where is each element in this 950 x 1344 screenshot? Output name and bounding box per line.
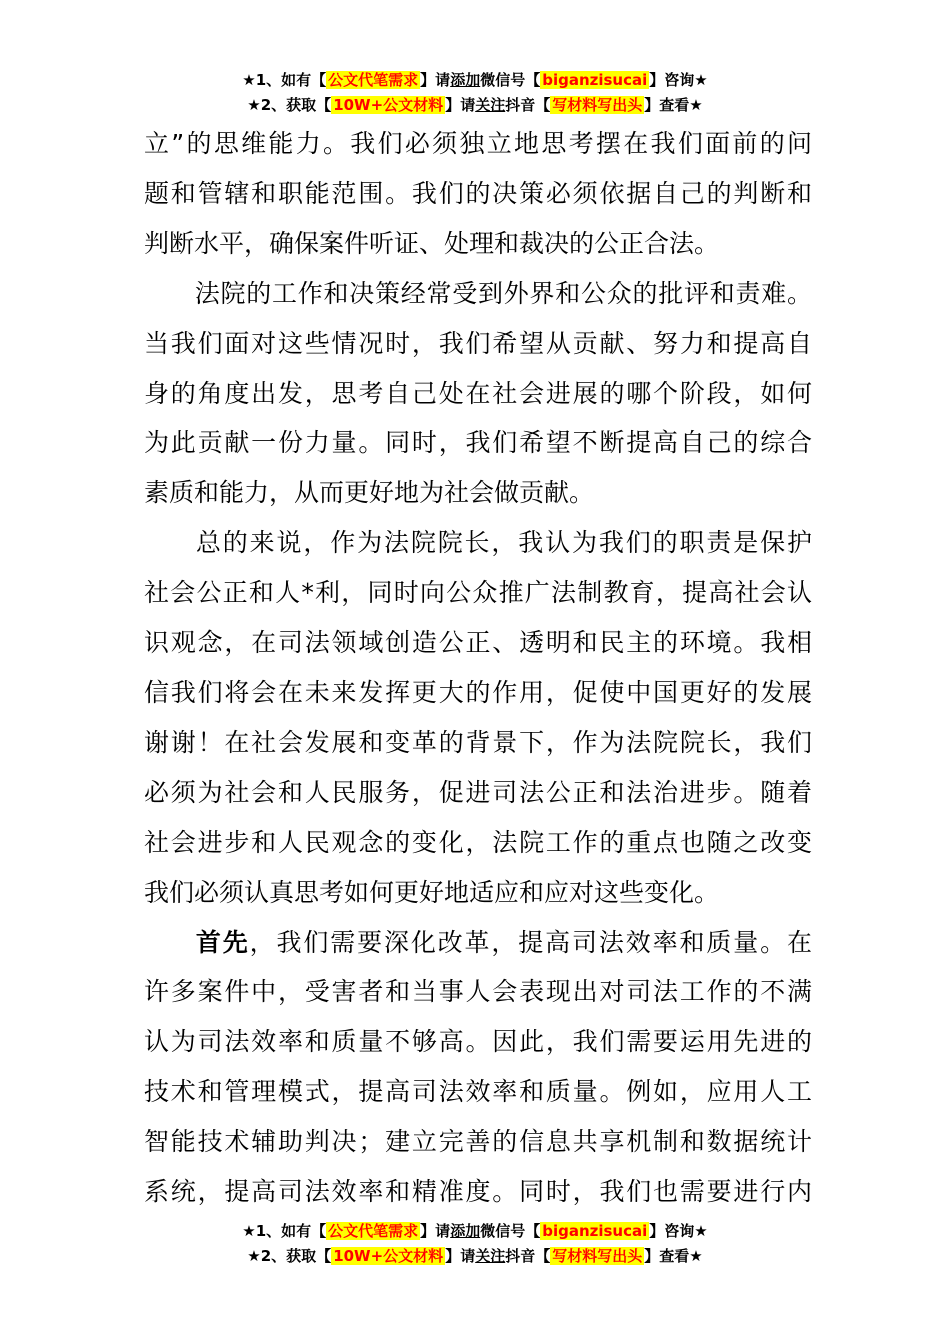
text-line: 素质和能力，从而更好地为社会做贡献。 — [144, 478, 595, 508]
document-body — [144, 119, 812, 1217]
text-line: 认为司法效率和质量不够高。因此，我们需要运用先进的 — [144, 1027, 812, 1057]
text-line: 身的角度出发，思考自己处在社会进展的哪个阶段，如何 — [144, 378, 812, 408]
highlight-materials: 10W+公文材料 — [333, 96, 444, 114]
text-line: 系统，提高司法效率和精准度。同时，我们也需要进行内 — [144, 1177, 812, 1207]
text-line: 法院的工作和决策经常受到外界和公众的批评和责难。 — [194, 278, 812, 308]
highlight-service: 公文代笔需求 — [328, 1222, 419, 1240]
text-line: 社会进步和人民观念的变化，法院工作的重点也随之改变 — [144, 827, 812, 857]
banner-line-2: ★2、获取【 10W+公文材料 】请关注抖音【 写材料写出头 】查看★ — [247, 1247, 703, 1265]
highlight-douyin: 写材料写出头 — [552, 1247, 643, 1265]
text-line: 当我们面对这些情况时，我们希望从贡献、努力和提高自 — [144, 328, 812, 358]
text-line: 谢谢！在社会发展和变革的背景下，作为法院院长，我们 — [144, 727, 812, 757]
header-banner — [0, 68, 950, 118]
banner-line-1: ★1、如有【 公文代笔需求 】请添加微信号【 biganzisucai 】咨询★ — [242, 1222, 708, 1240]
text-line: 智能技术辅助判决；建立完善的信息共享机制和数据统计 — [144, 1127, 812, 1157]
text-line: 立”的思维能力。我们必须独立地思考摆在我们面前的问 — [144, 129, 812, 158]
text-line: 为此贡献一份力量。同时，我们希望不断提高自己的综合 — [144, 428, 812, 458]
text-line: 识观念，在司法领域创造公正、透明和民主的环境。我相 — [144, 628, 812, 658]
highlight-wechat-id: biganzisucai — [542, 71, 648, 89]
text-line: 题和管辖和职能范围。我们的决策必须依据自己的判断和 — [144, 178, 812, 208]
footer-banner — [0, 1219, 950, 1269]
highlight-wechat-id: biganzisucai — [542, 1222, 648, 1240]
text-line: 技术和管理模式，提高司法效率和质量。例如，应用人工 — [144, 1077, 812, 1107]
text-line: 许多案件中，受害者和当事人会表现出对司法工作的不满 — [144, 977, 812, 1007]
text-line: 我们必须认真思考如何更好地适应和应对这些变化。 — [144, 877, 720, 907]
highlight-douyin: 写材料写出头 — [552, 96, 643, 114]
text-line: 判断水平，确保案件听证、处理和裁决的公正合法。 — [144, 228, 720, 258]
text-line: 必须为社会和人民服务，促进司法公正和法治进步。随着 — [144, 777, 812, 807]
highlight-service: 公文代笔需求 — [328, 71, 419, 89]
bold-lead: 首先 — [194, 927, 250, 957]
text-line: 信我们将会在未来发挥更大的作用，促使中国更好的发展 — [144, 677, 812, 707]
text-line: 社会公正和人*利，同时向公众推广法制教育，提高社会认 — [144, 578, 812, 608]
text-line: 首先，我们需要深化改革，提高司法效率和质量。在 — [194, 927, 812, 957]
highlight-materials: 10W+公文材料 — [333, 1247, 444, 1265]
text-line: 总的来说，作为法院院长，我认为我们的职责是保护 — [194, 528, 812, 558]
banner-line-1: ★1、如有【 公文代笔需求 】请添加微信号【 biganzisucai 】咨询★ — [242, 71, 708, 89]
banner-line-2: ★2、获取【 10W+公文材料 】请关注抖音【 写材料写出头 】查看★ — [247, 96, 703, 114]
